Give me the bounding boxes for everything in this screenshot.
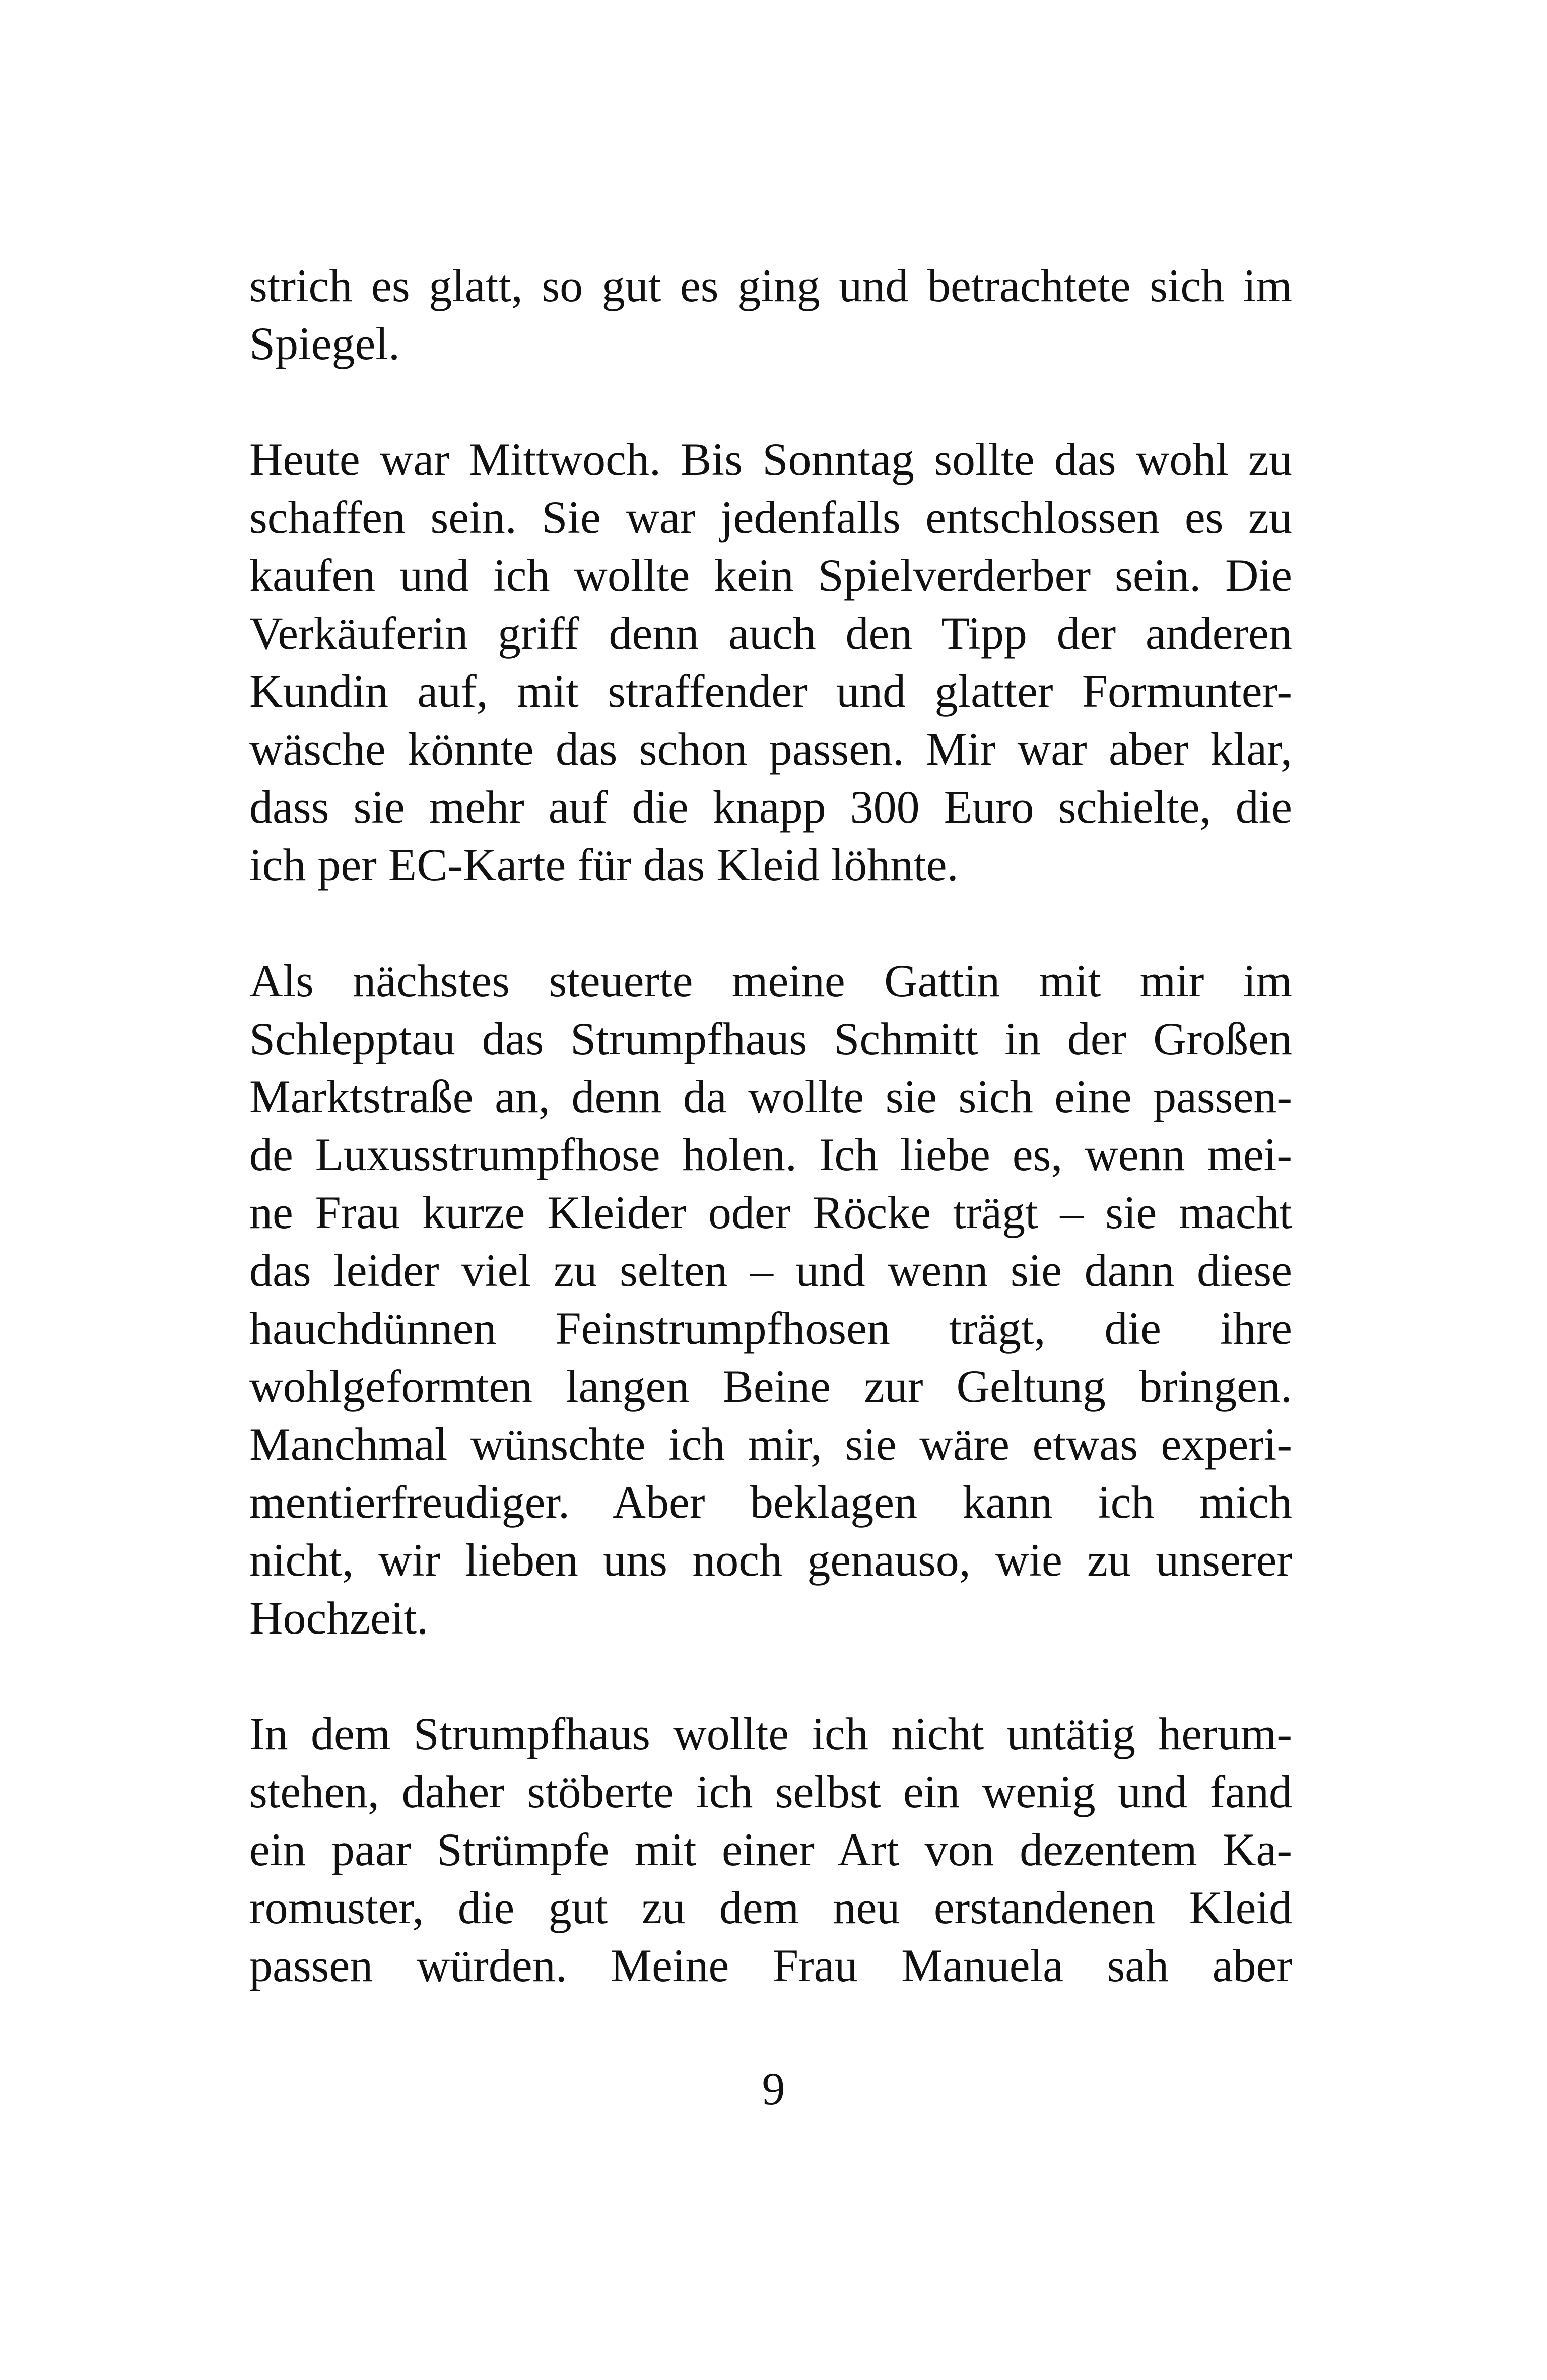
text-line: hauchdünnen Feinstrumpfhosen trägt, die ihre	[249, 1303, 1292, 1354]
text-line: Als nächstes steuerte meine Gattin mit mir im	[249, 955, 1292, 1006]
body-text	[249, 257, 1292, 1995]
text-line: Verkäuferin griff denn auch den Tipp der anderen	[249, 607, 1292, 659]
paragraph-gap	[249, 373, 1292, 431]
text-line: wäsche könnte das schon passen. Mir war aber klar,	[249, 723, 1292, 775]
paragraph-1	[249, 257, 1292, 373]
paragraph-gap	[249, 894, 1292, 952]
text-line: nicht, wir lieben uns noch genauso, wie zu unserer	[249, 1534, 1292, 1586]
text-line: Spiegel.	[249, 318, 400, 369]
text-line: das leider viel zu selten – und wenn sie dann diese	[249, 1245, 1292, 1296]
text-line: Marktstraße an, denn da wollte sie sich eine passen-	[249, 1071, 1292, 1122]
text-line: Heute war Mittwoch. Bis Sonntag sollte das wohl zu	[249, 434, 1292, 485]
text-line: romuster, die gut zu dem neu erstandenen Kleid	[249, 1882, 1292, 1933]
text-line: Manchmal wünschte ich mir, sie wäre etwas experi-	[249, 1418, 1292, 1470]
paragraph-2	[249, 431, 1292, 894]
text-line: stehen, daher stöberte ich selbst ein wenig und fand	[249, 1766, 1292, 1817]
text-line: kaufen und ich wollte kein Spielverderber sein. Die	[249, 550, 1292, 601]
text-line: ich per EC-Karte für das Kleid löhnte.	[249, 839, 959, 891]
paragraph-gap	[249, 1647, 1292, 1705]
text-line: dass sie mehr auf die knapp 300 Euro schielte, die	[249, 781, 1292, 833]
paragraph-3	[249, 952, 1292, 1647]
text-line: Hochzeit.	[249, 1592, 429, 1644]
text-line: passen würden. Meine Frau Manuela sah aber	[249, 1940, 1292, 1991]
paragraph-4	[249, 1705, 1292, 1995]
text-line: de Luxusstrumpfhose holen. Ich liebe es, wenn mei-	[249, 1129, 1292, 1180]
text-line: Kundin auf, mit straffender und glatter Formunter-	[249, 665, 1292, 717]
page-number: 9	[762, 2063, 785, 2115]
text-line: schaffen sein. Sie war jedenfalls entschlossen es zu	[249, 492, 1292, 543]
text-line: ein paar Strümpfe mit einer Art von dezentem Ka-	[249, 1824, 1292, 1875]
text-line: Schlepptau das Strumpfhaus Schmitt in der Großen	[249, 1013, 1292, 1064]
text-line: ne Frau kurze Kleider oder Röcke trägt – sie macht	[249, 1187, 1292, 1238]
text-line: wohlgeformten langen Beine zur Geltung bringen.	[249, 1361, 1292, 1412]
text-line: In dem Strumpfhaus wollte ich nicht untätig herum-	[249, 1708, 1292, 1759]
text-line: strich es glatt, so gut es ging und betrachtete sich im	[249, 260, 1292, 311]
text-line: mentierfreudiger. Aber beklagen kann ich mich	[249, 1476, 1292, 1528]
